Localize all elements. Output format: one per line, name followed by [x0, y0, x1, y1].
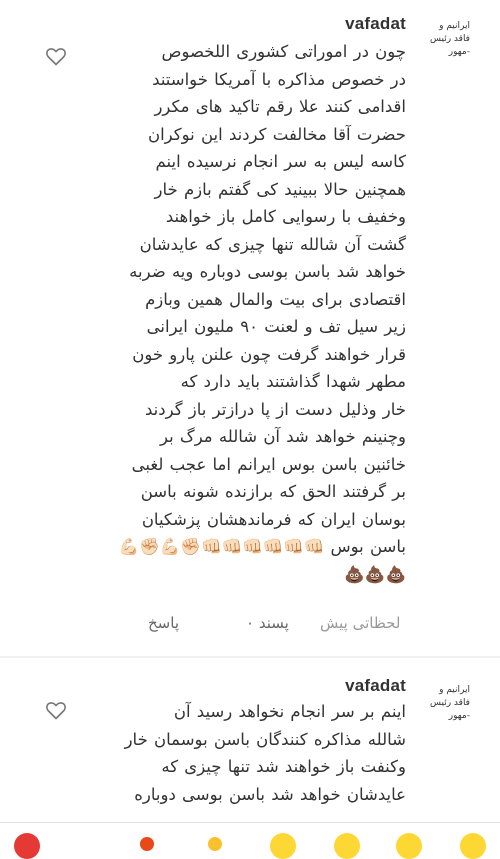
comment-body: [46, 38, 406, 588]
comment-line: وچنینم خواهد شد آن شالله مرگ بر: [159, 427, 406, 446]
emoji-face-icon[interactable]: [460, 833, 486, 859]
clap-icon[interactable]: [208, 837, 222, 851]
comment-username[interactable]: vafadat: [345, 14, 406, 33]
comment-line-text: باسن بوس: [330, 537, 406, 556]
comment-line: شالله مذاکره کنندگان باسن بوسمان خار: [124, 729, 406, 749]
red-heart-icon[interactable]: [14, 833, 40, 859]
emoji-face-icon[interactable]: [396, 833, 422, 859]
comment-line: [46, 533, 406, 561]
comment-line: عایدشان خواهد شد باسن بوسی دوباره: [134, 784, 406, 804]
comment-line: اینم بر سر انجام نخواهد رسید آن: [173, 702, 406, 721]
comment-line: اقتصادی برای بیت والمال همین وبازم: [145, 289, 406, 309]
reply-button[interactable]: پاسخ: [148, 614, 179, 632]
comment-line: در خصوص مذاکره با آمریکا خواستند: [152, 69, 406, 89]
comment-line: خار وذلیل دست از پا درازتر باز گردند: [145, 399, 406, 419]
comment-line: چون در اموراتی کشوری اللخصوص: [161, 42, 406, 61]
comment-divider: [0, 656, 500, 658]
comment-line: وکنفت باز خواهند شد تنها چیزی که: [161, 757, 406, 776]
comment-line: کاسه لیس به سر انجام نرسیده اینم: [155, 152, 406, 171]
comment-body: [46, 698, 406, 808]
emoji-line: 💩💩💩: [344, 564, 406, 584]
comment-actions: [0, 614, 500, 638]
comment-line: خائنین باسن بوس ایرانم اما عجب لغبی: [131, 454, 406, 474]
emoji-face-icon[interactable]: [270, 833, 296, 859]
like-count[interactable]: ۰ پسند: [246, 614, 289, 632]
comment-line: همچنین حالا ببینید کی گفتم بازم خار: [154, 179, 406, 199]
comment-line: وخفیف با رسوایی کامل باز خواهند: [165, 207, 406, 226]
fire-icon[interactable]: [140, 837, 154, 851]
comment-line: گشت آن شالله تنها چیزی که عایدشان: [139, 234, 406, 254]
emoji-bar: [0, 822, 500, 843]
comment-line: بر گرفتند الحق که برازنده شونه باسن: [140, 482, 406, 501]
comment-line: قرار خواهند گرفت چون علنن پارو خون: [132, 344, 406, 364]
comment-line: مطهر شهدا گذاشتند باید دارد که: [180, 372, 406, 391]
emoji-fists: 👊🏻👊🏻👊🏻👊🏻👊🏻👊🏻✊🏻💪🏻✊🏻💪🏻: [118, 537, 325, 556]
user-bio: ایرانیم و فاقد رئیس -مهور: [430, 685, 470, 721]
comment-line: خواهد شد باسن بوسی دوباره ویه ضربه: [129, 262, 406, 281]
comment-line: حضرت آقا مخالفت کردند این نوکران: [147, 124, 406, 144]
comment-username[interactable]: vafadat: [345, 676, 406, 695]
user-bio: ایرانیم و فاقد رئیس -مهور: [430, 21, 470, 57]
comment-timestamp: لحظاتی پیش: [320, 614, 401, 632]
emoji-face-icon[interactable]: [334, 833, 360, 859]
comment-line: زیر سیل تف و لعنت ۹۰ ملیون ایرانی: [146, 317, 406, 336]
comment-line: اقدامی کنند علا رقم تاکید های مکرر: [154, 97, 406, 116]
comment-line: بوسان ایران که فرماندهشان پزشکیان: [141, 509, 406, 529]
